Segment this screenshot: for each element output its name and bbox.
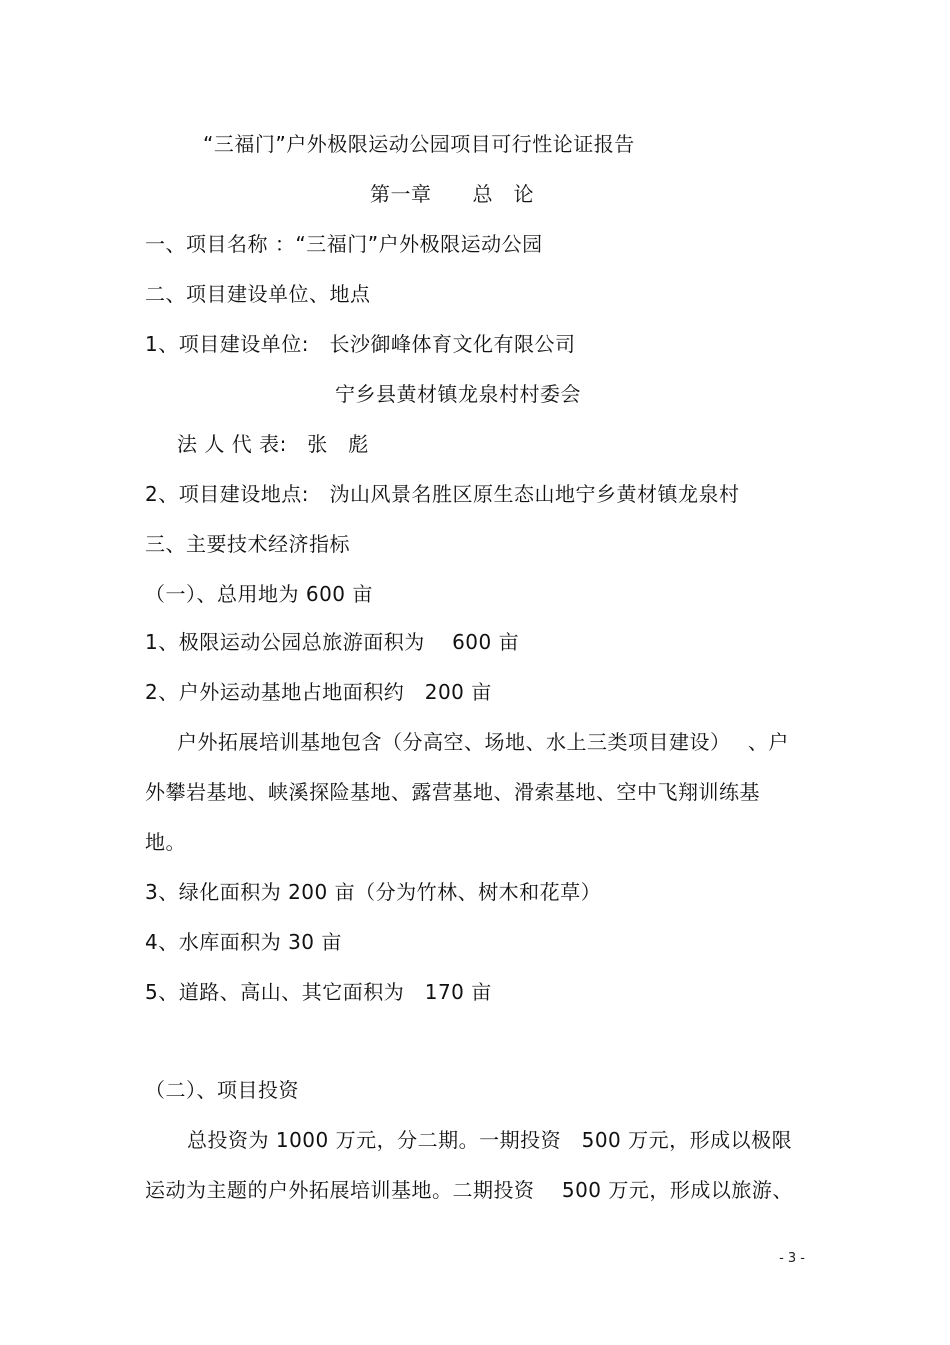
text-line: 2、户外运动基地占地面积约 200 亩 xyxy=(145,680,492,704)
text-line: 地。 xyxy=(145,830,186,854)
text-line: 5、道路、高山、其它面积为 170 亩 xyxy=(145,980,492,1004)
page-number: - 3 - xyxy=(779,1251,805,1266)
text-line: 总投资为 1000 万元，分二期。一期投资 500 万元，形成以极限 xyxy=(187,1128,793,1152)
text-line: 二、项目建设单位、地点 xyxy=(145,282,371,306)
text-line: 2、项目建设地点: 沩山风景名胜区原生态山地宁乡黄材镇龙泉村 xyxy=(145,482,740,506)
text-line: 一、项目名称 ：“三福门”户外极限运动公园 xyxy=(145,232,543,256)
text-line: （一）、总用地为 600 亩 xyxy=(145,582,373,606)
text-line: 宁乡县黄材镇龙泉村村委会 xyxy=(335,382,581,406)
text-line: （二）、项目投资 xyxy=(145,1078,299,1102)
text-line: 外攀岩基地、峡溪探险基地、露营基地、滑索基地、空中飞翔训练基 xyxy=(145,780,760,804)
text-line: 3、绿化面积为 200 亩（分为竹林、树木和花草） xyxy=(145,880,602,904)
text-line: 1、项目建设单位: 长沙御峰体育文化有限公司 xyxy=(145,332,576,356)
text-line: 三、主要技术经济指标 xyxy=(145,532,350,556)
text-line: 1、极限运动公园总旅游面积为 600 亩 xyxy=(145,630,520,654)
text-line: 法 人 代 表: 张 彪 xyxy=(177,432,369,456)
text-line: 户外拓展培训基地包含（分高空、场地、水上三类项目建设） 、户 xyxy=(177,730,789,754)
chapter-heading: 第一章 总 论 xyxy=(370,182,534,206)
text-line: 4、水库面积为 30 亩 xyxy=(145,930,342,954)
document-title: “三福门”户外极限运动公园项目可行性论证报告 xyxy=(203,132,635,156)
text-line: 运动为主题的户外拓展培训基地。二期投资 500 万元，形成以旅游、 xyxy=(145,1178,793,1202)
